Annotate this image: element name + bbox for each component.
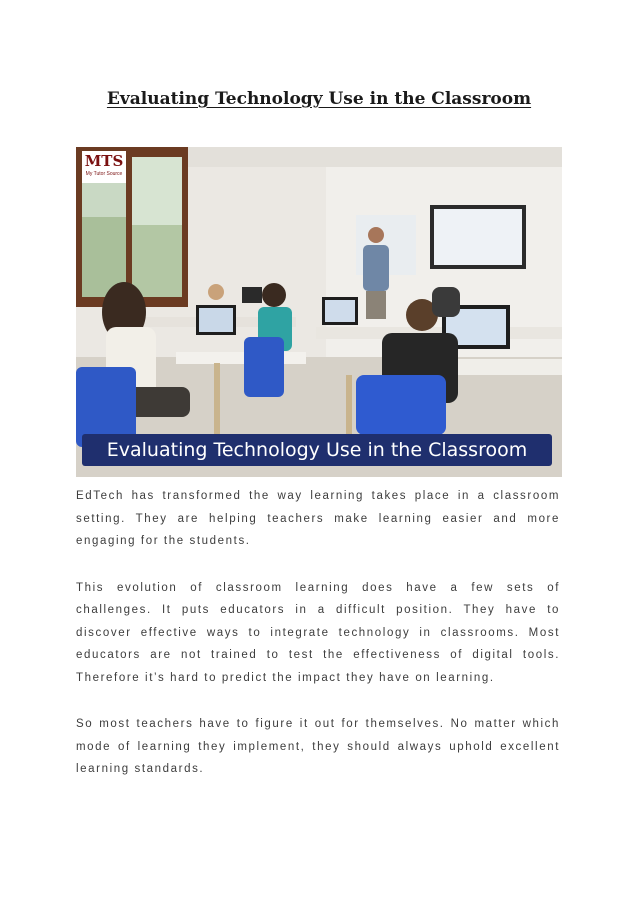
- logo-tagline: My Tutor Source: [85, 171, 123, 177]
- page-title: Evaluating Technology Use in the Classroom: [106, 89, 532, 109]
- hero-banner: Evaluating Technology Use in the Classroom: [82, 434, 552, 466]
- mts-logo: [82, 151, 126, 183]
- logo-text: MTS: [84, 152, 124, 170]
- classroom-photo: [76, 147, 562, 477]
- paragraph-3: So most teachers have to figure it out for themselves. No matter which mode of learning they implement, they should always uphold excellent learning standards.: [76, 718, 560, 775]
- hero-image: [76, 147, 562, 477]
- paragraph-2: This evolution of classroom learning does have a few sets of challenges. It puts educators in a difficult position. They have to discover effective ways to integrate technology in classrooms. Most educators are not trained to test the effectiveness of digital tools. Therefore it’s hard to predict the impact they have on learning.: [76, 581, 560, 684]
- paragraph-1: EdTech has transformed the way learning takes place in a classroom setting. They are helping teachers make learning easier and more engaging for the students.: [76, 490, 560, 547]
- article-body: [76, 485, 560, 805]
